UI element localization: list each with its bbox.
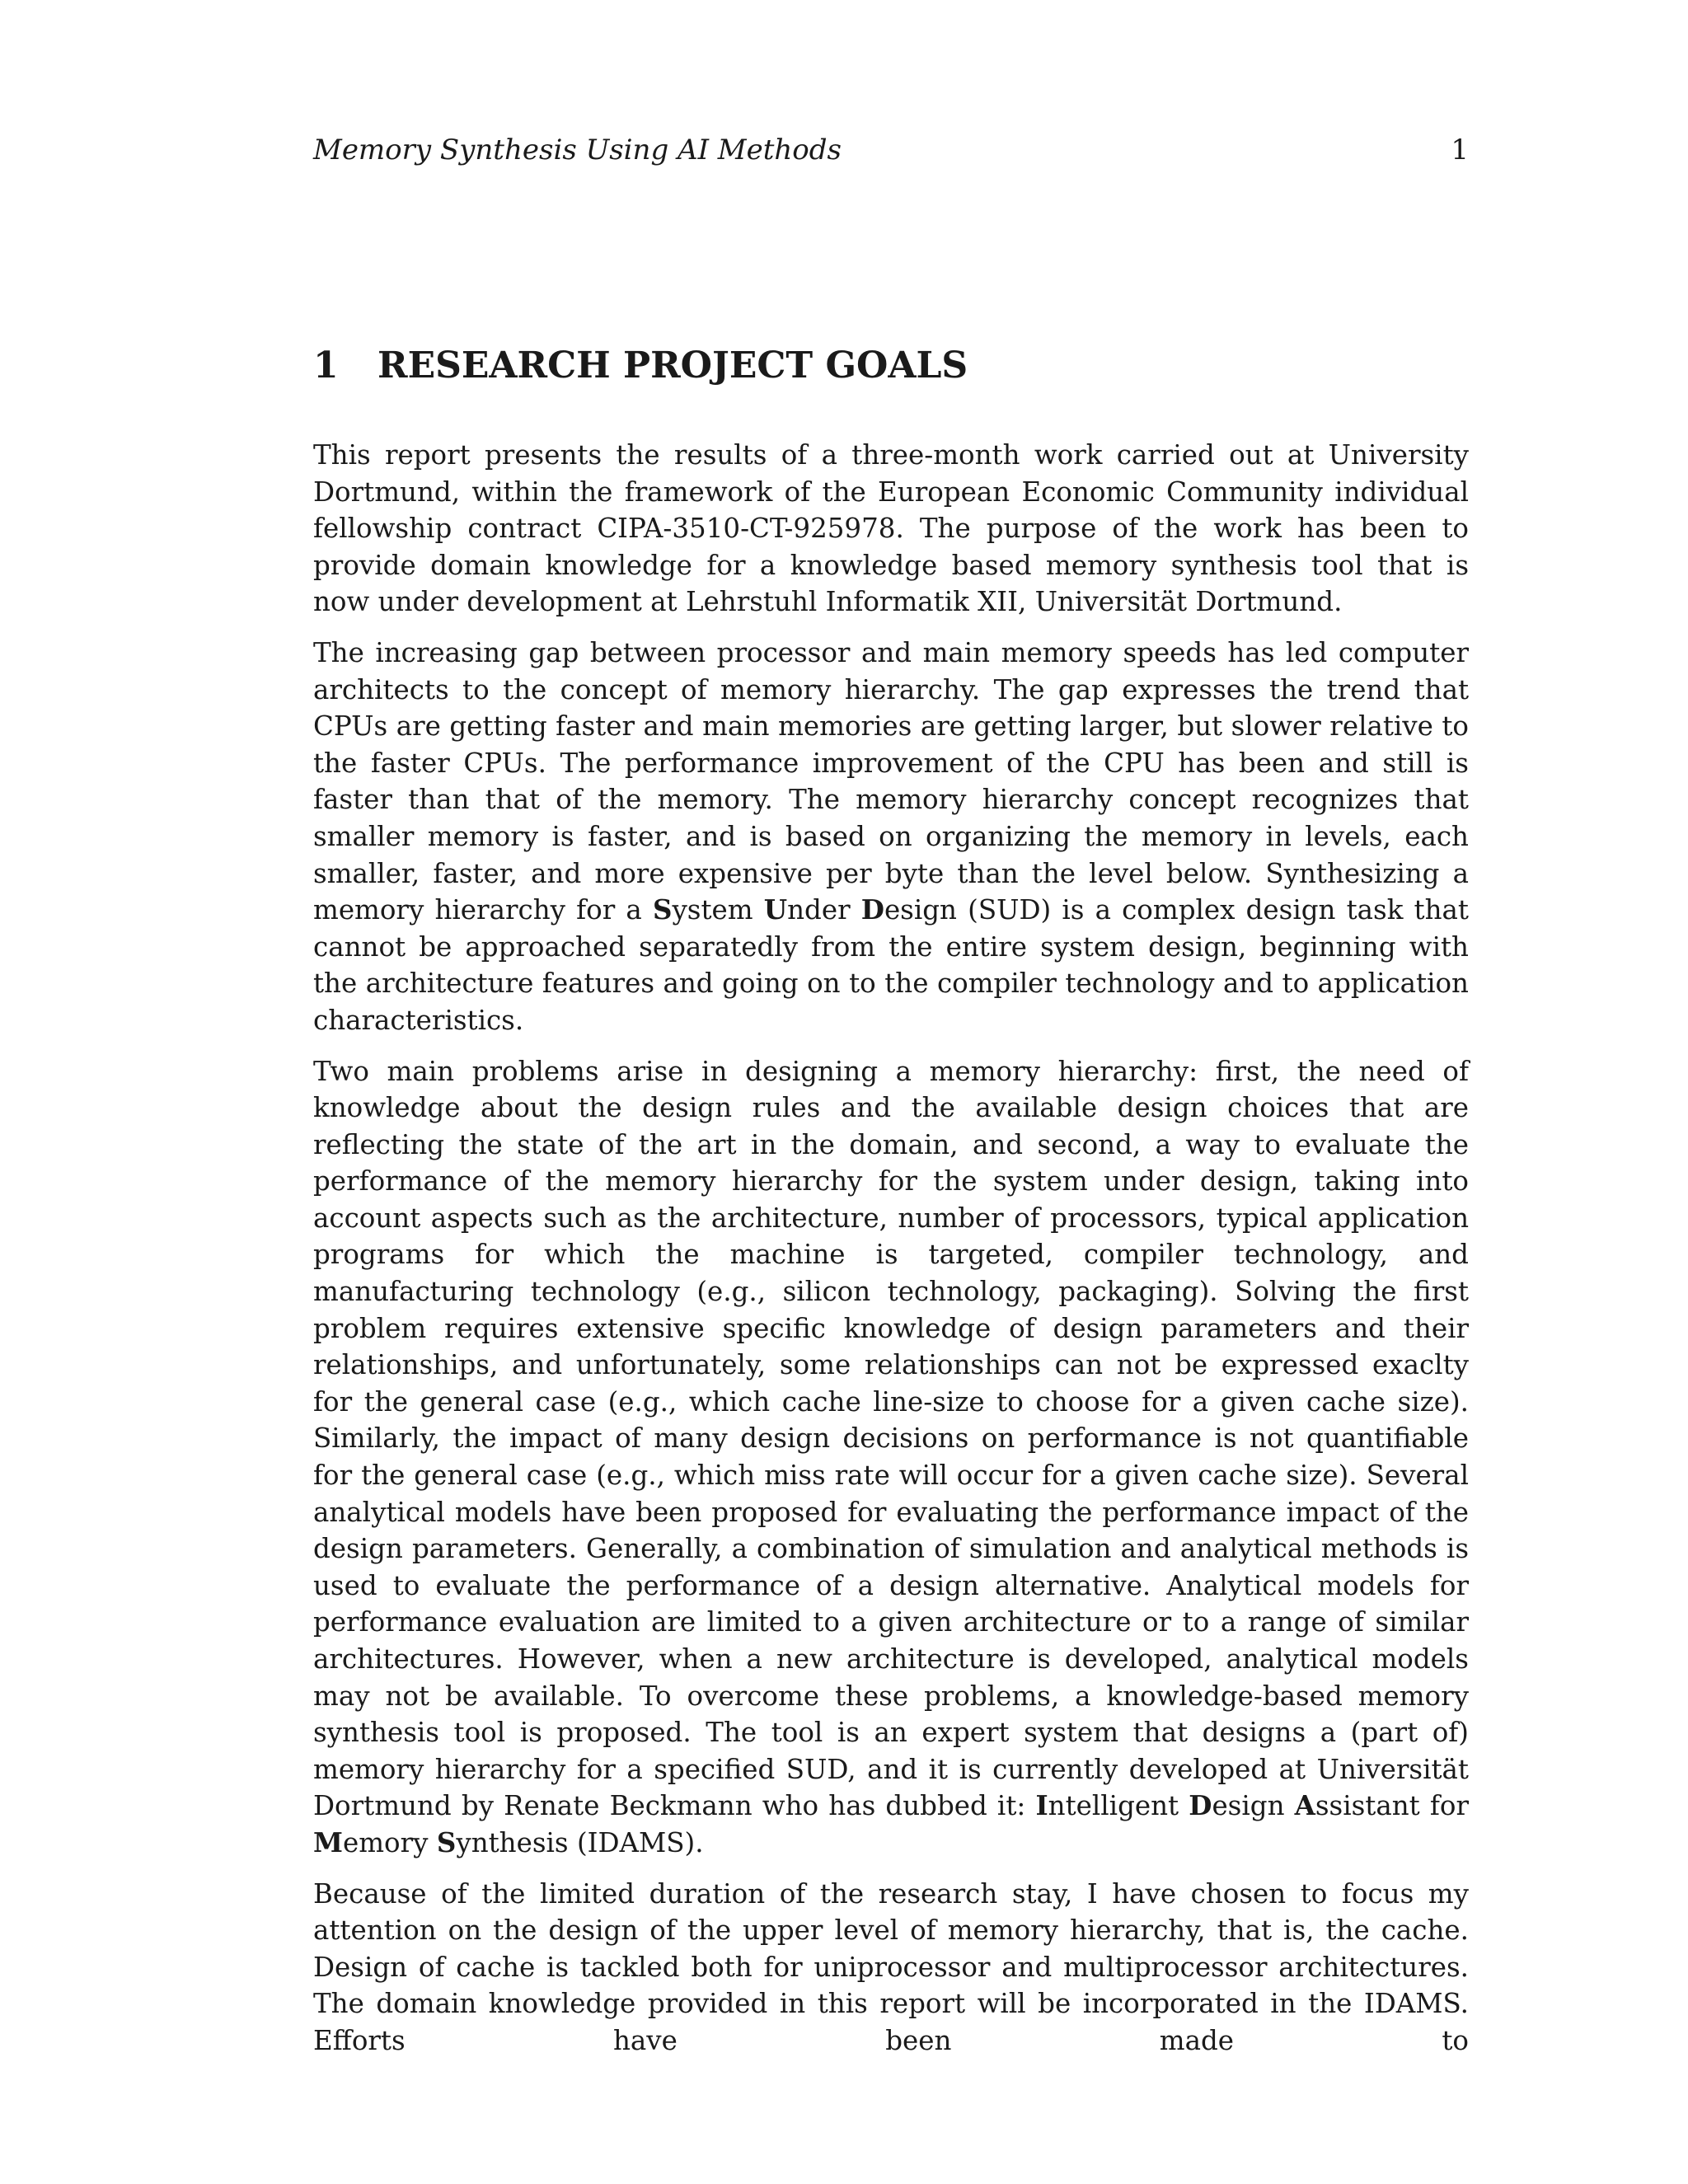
sud-word-esign: esign	[884, 894, 957, 926]
running-header	[313, 130, 1469, 170]
paragraph-problems-text-a: Two main problems arise in designing a memory hierarchy: first, the need of knowledge about the design rules and the available design choices that are reflecting the state of the art in the domain, and second, a way to evaluate the performance of the memory hierarchy for the system under design, taking into account aspects such as the architecture, number of processors, typical application programs for which the machine is targeted, compiler technology, and manufacturing technology (e.g., silicon technology, packaging). Solving the first problem requires extensive specific knowledge of design parameters and their relationships, and unfortunately, some relationships can not be expressed exaclty for the general case (e.g., which cache line-size to choose for a given cache size). Similarly, the impact of many design decisions on performance is not quantifiable for the general case (e.g., which miss rate will occur for a given cache size). Several analytical models have been proposed for evaluating the performance impact of the design parameters. Generally, a combination of simulation and analytical methods is used to evaluate the performance of a design alternative. Analytical models for performance evaluation are limited to a given architecture or to a range of similar architectures. However, when a new architecture is developed, analytical models may not be available. To overcome these problems, a knowledge-based memory synthesis tool is proposed. The tool is an expert system that designs a (part of) memory hierarchy for a specified SUD, and it is currently developed at Universität Dortmund by Renate Beckmann who has dubbed it:	[313, 1055, 1469, 1822]
idams-word-ynthesis: ynthesis	[456, 1826, 569, 1858]
sud-letter-s: S	[652, 893, 673, 926]
paragraph-problems-text-b: (IDAMS).	[568, 1826, 704, 1858]
idams-word-ntelligent: ntelligent	[1048, 1790, 1189, 1822]
paragraph-memory-gap-text-b: (SUD) is a complex design task that cannot be approached separatedly from the entire system design, beginning with the architecture features and going on to the compiler technology and to application characteristics.	[313, 894, 1469, 1036]
body-text	[313, 437, 1469, 2074]
idams-letter-i: I	[1035, 1789, 1048, 1822]
idams-letter-a: A	[1294, 1789, 1315, 1822]
idams-word-esign: esign	[1212, 1790, 1295, 1822]
section-heading	[313, 341, 1469, 391]
sud-expansion	[653, 894, 957, 926]
section-title: RESEARCH PROJECT GOALS	[377, 344, 968, 387]
paragraph-intro: This report presents the results of a three-month work carried out at University Dortmund, within the framework of the European Economic Community individual fellowship contract CIPA-3510-CT-925978. The purpose of the work has been to provide domain knowledge for a knowledge based memory synthesis tool that is now under development at Lehrstuhl Informatik XII, Universität Dortmund.	[313, 439, 1469, 618]
paragraph-scope: Because of the limited duration of the research stay, I have chosen to focus my attention on the design of the upper level of memory hierarchy, that is, the cache. Design of cache is tackled both for uniprocessor and multiprocessor architectures. The domain knowledge provided in this report will be incorporated in the IDAMS. Efforts have been made to	[313, 1877, 1469, 2056]
idams-letter-s: S	[436, 1825, 457, 1858]
idams-letter-m: M	[313, 1825, 343, 1858]
idams-word-ssistant-for: ssistant for	[1315, 1790, 1469, 1822]
paragraph-memory-gap	[313, 635, 1469, 1039]
idams-letter-d: D	[1189, 1789, 1212, 1822]
sud-letter-u: U	[763, 893, 788, 926]
sud-word-nder: nder	[787, 894, 861, 926]
idams-word-emory: emory	[342, 1826, 437, 1858]
paragraph-problems	[313, 1053, 1469, 1862]
sud-word-ystem: ystem	[672, 894, 764, 926]
running-title: Memory Synthesis Using AI Methods	[313, 134, 842, 166]
page-number: 1	[1451, 134, 1469, 166]
paragraph-memory-gap-text-a: The increasing gap between processor and main memory speeds has led computer architects to the concept of memory hierarchy. The gap expresses the trend that CPUs are getting faster and main memories are getting larger, but slower relative to the faster CPUs. The performance improvement of the CPU has been and still is faster than that of the memory. The memory hierarchy concept recognizes that smaller memory is faster, and is based on organizing the memory in levels, each smaller, faster, and more expensive per byte than the level below. Synthesizing a memory hierarchy for a	[313, 636, 1469, 926]
sud-letter-d: D	[860, 893, 884, 926]
section-number: 1	[313, 344, 339, 387]
